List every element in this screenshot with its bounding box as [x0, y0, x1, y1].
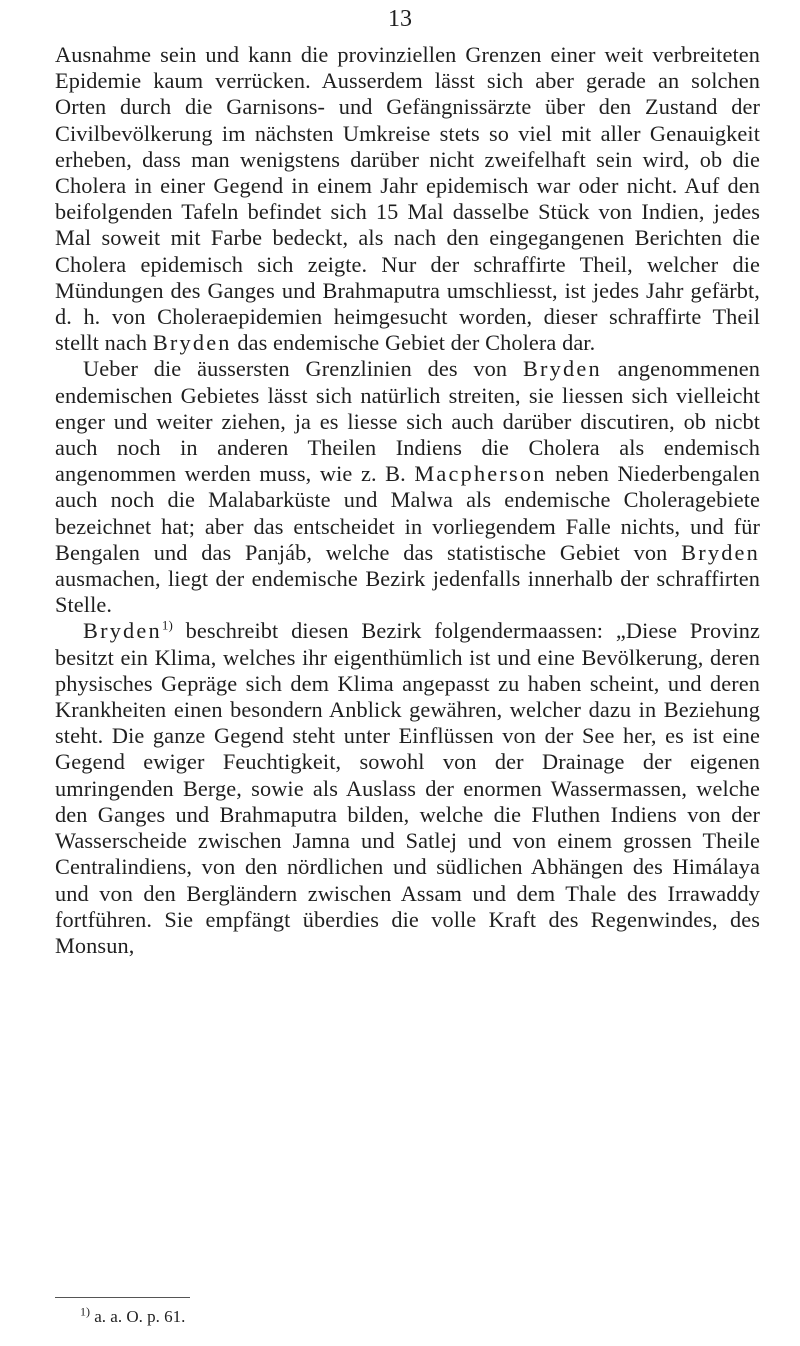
author-name-bryden: Bryden — [152, 330, 232, 356]
footnote-divider — [55, 1297, 190, 1298]
paragraph-1-text: Ausnahme sein und kann die provinziellen Grenzen einer weit verbreiteten Epidemie kaum verrücken. Ausserdem lässt sich aber gerade an solchen Orten durch die Garnisons- und Gefängnissärzte über den Zustand der Civilbevölkerung im nächsten Umkreise stets so viel mit aller Genauigkeit erheben, dass man wenigstens darüber nicht zweifelhaft sein wird, ob die Cholera in einer Gegend in einem Jahr epidemisch war oder nicht. Auf den beifolgenden Tafeln befindet sich 15 Mal dasselbe Stück von Indien, jedes Mal soweit mit Farbe bedeckt, als nach den eingegangenen Berichten die Cholera epidemisch sich zeigte. Nur der schraffirte Theil, welcher die Mündungen des Ganges und Brahmaputra umschliesst, ist jedes Jahr gefärbt, d. h. von Choleraepidemien heimgesucht worden, dieser schraffirte Theil stellt nach — [55, 42, 760, 356]
author-name-bryden: Bryden — [83, 618, 162, 644]
footnote — [80, 1306, 185, 1328]
author-name-macpherson: Macpherson — [414, 461, 547, 487]
paragraph-2-text-d: ausmachen, liegt der endemische Bezirk jedenfalls innerhalb der schraffirten Stelle. — [55, 566, 760, 618]
paragraph-1 — [55, 42, 760, 356]
paragraph-3 — [55, 618, 760, 959]
paragraph-2-text-b: angenommenen endemischen Gebietes lässt sich natürlich streiten, sie liessen sich vielleicht enger und weiter ziehen, ja es liesse sich auch darüber discutiren, ob nicbt auch noch in anderen Theilen Indiens die Cholera als endemisch angenommen werden muss, wie z. B. — [55, 356, 760, 487]
footnote-text: a. a. O. p. 61. — [94, 1307, 186, 1326]
paragraph-1-tail: das endemische Gebiet der Cholera dar. — [237, 330, 596, 356]
author-name-bryden: Bryden — [681, 539, 760, 565]
paragraph-2-text-a: Ueber die äussersten Grenzlinien des von — [83, 356, 508, 382]
author-name-bryden: Bryden — [522, 356, 602, 382]
paragraph-2-text-c: neben Niederbengalen auch noch die Malabarküste und Malwa als endemische Choleragebiete bezeichnet hat; aber das entscheidet in vorliegendem Falle nichts, und für Bengalen und das Panjáb, welche das statistische Gebiet von — [55, 461, 760, 565]
paragraph-2 — [55, 356, 760, 618]
footnote-mark: 1) — [80, 1304, 90, 1319]
footnote-reference: 1) — [161, 618, 173, 634]
page-number: 13 — [388, 6, 412, 32]
paragraph-3-text: beschreibt diesen Bezirk folgendermaassen: „Diese Provinz besitzt ein Klima, welches ihr eigenthümlich ist und eine Bevölkerung, deren physisches Gepräge sich dem Klima angepasst zu haben scheint, und deren Krankheiten einen besondern Anblick gewähren, welcher dazu in Beziehung steht. Die ganze Gegend steht unter Einflüssen von der See her, es ist eine Gegend ewiger Feuchtigkeit, sowohl von der Drainage der eigenen umringenden Berge, sowie als Auslass der enormen Wassermassen, welche den Ganges und Brahmaputra bilden, welche die Fluthen Indiens von der Wasserscheide zwischen Jamna und Satlej und von einem grossen Theile Centralindiens, von den nördlichen und südlichen Abhängen des Himálaya und von den Bergländern zwischen Assam und dem Thale des Irrawaddy fortführen. Sie empfängt überdies die volle Kraft des Regenwindes, des Monsun, — [55, 618, 760, 958]
body-text — [55, 42, 760, 959]
